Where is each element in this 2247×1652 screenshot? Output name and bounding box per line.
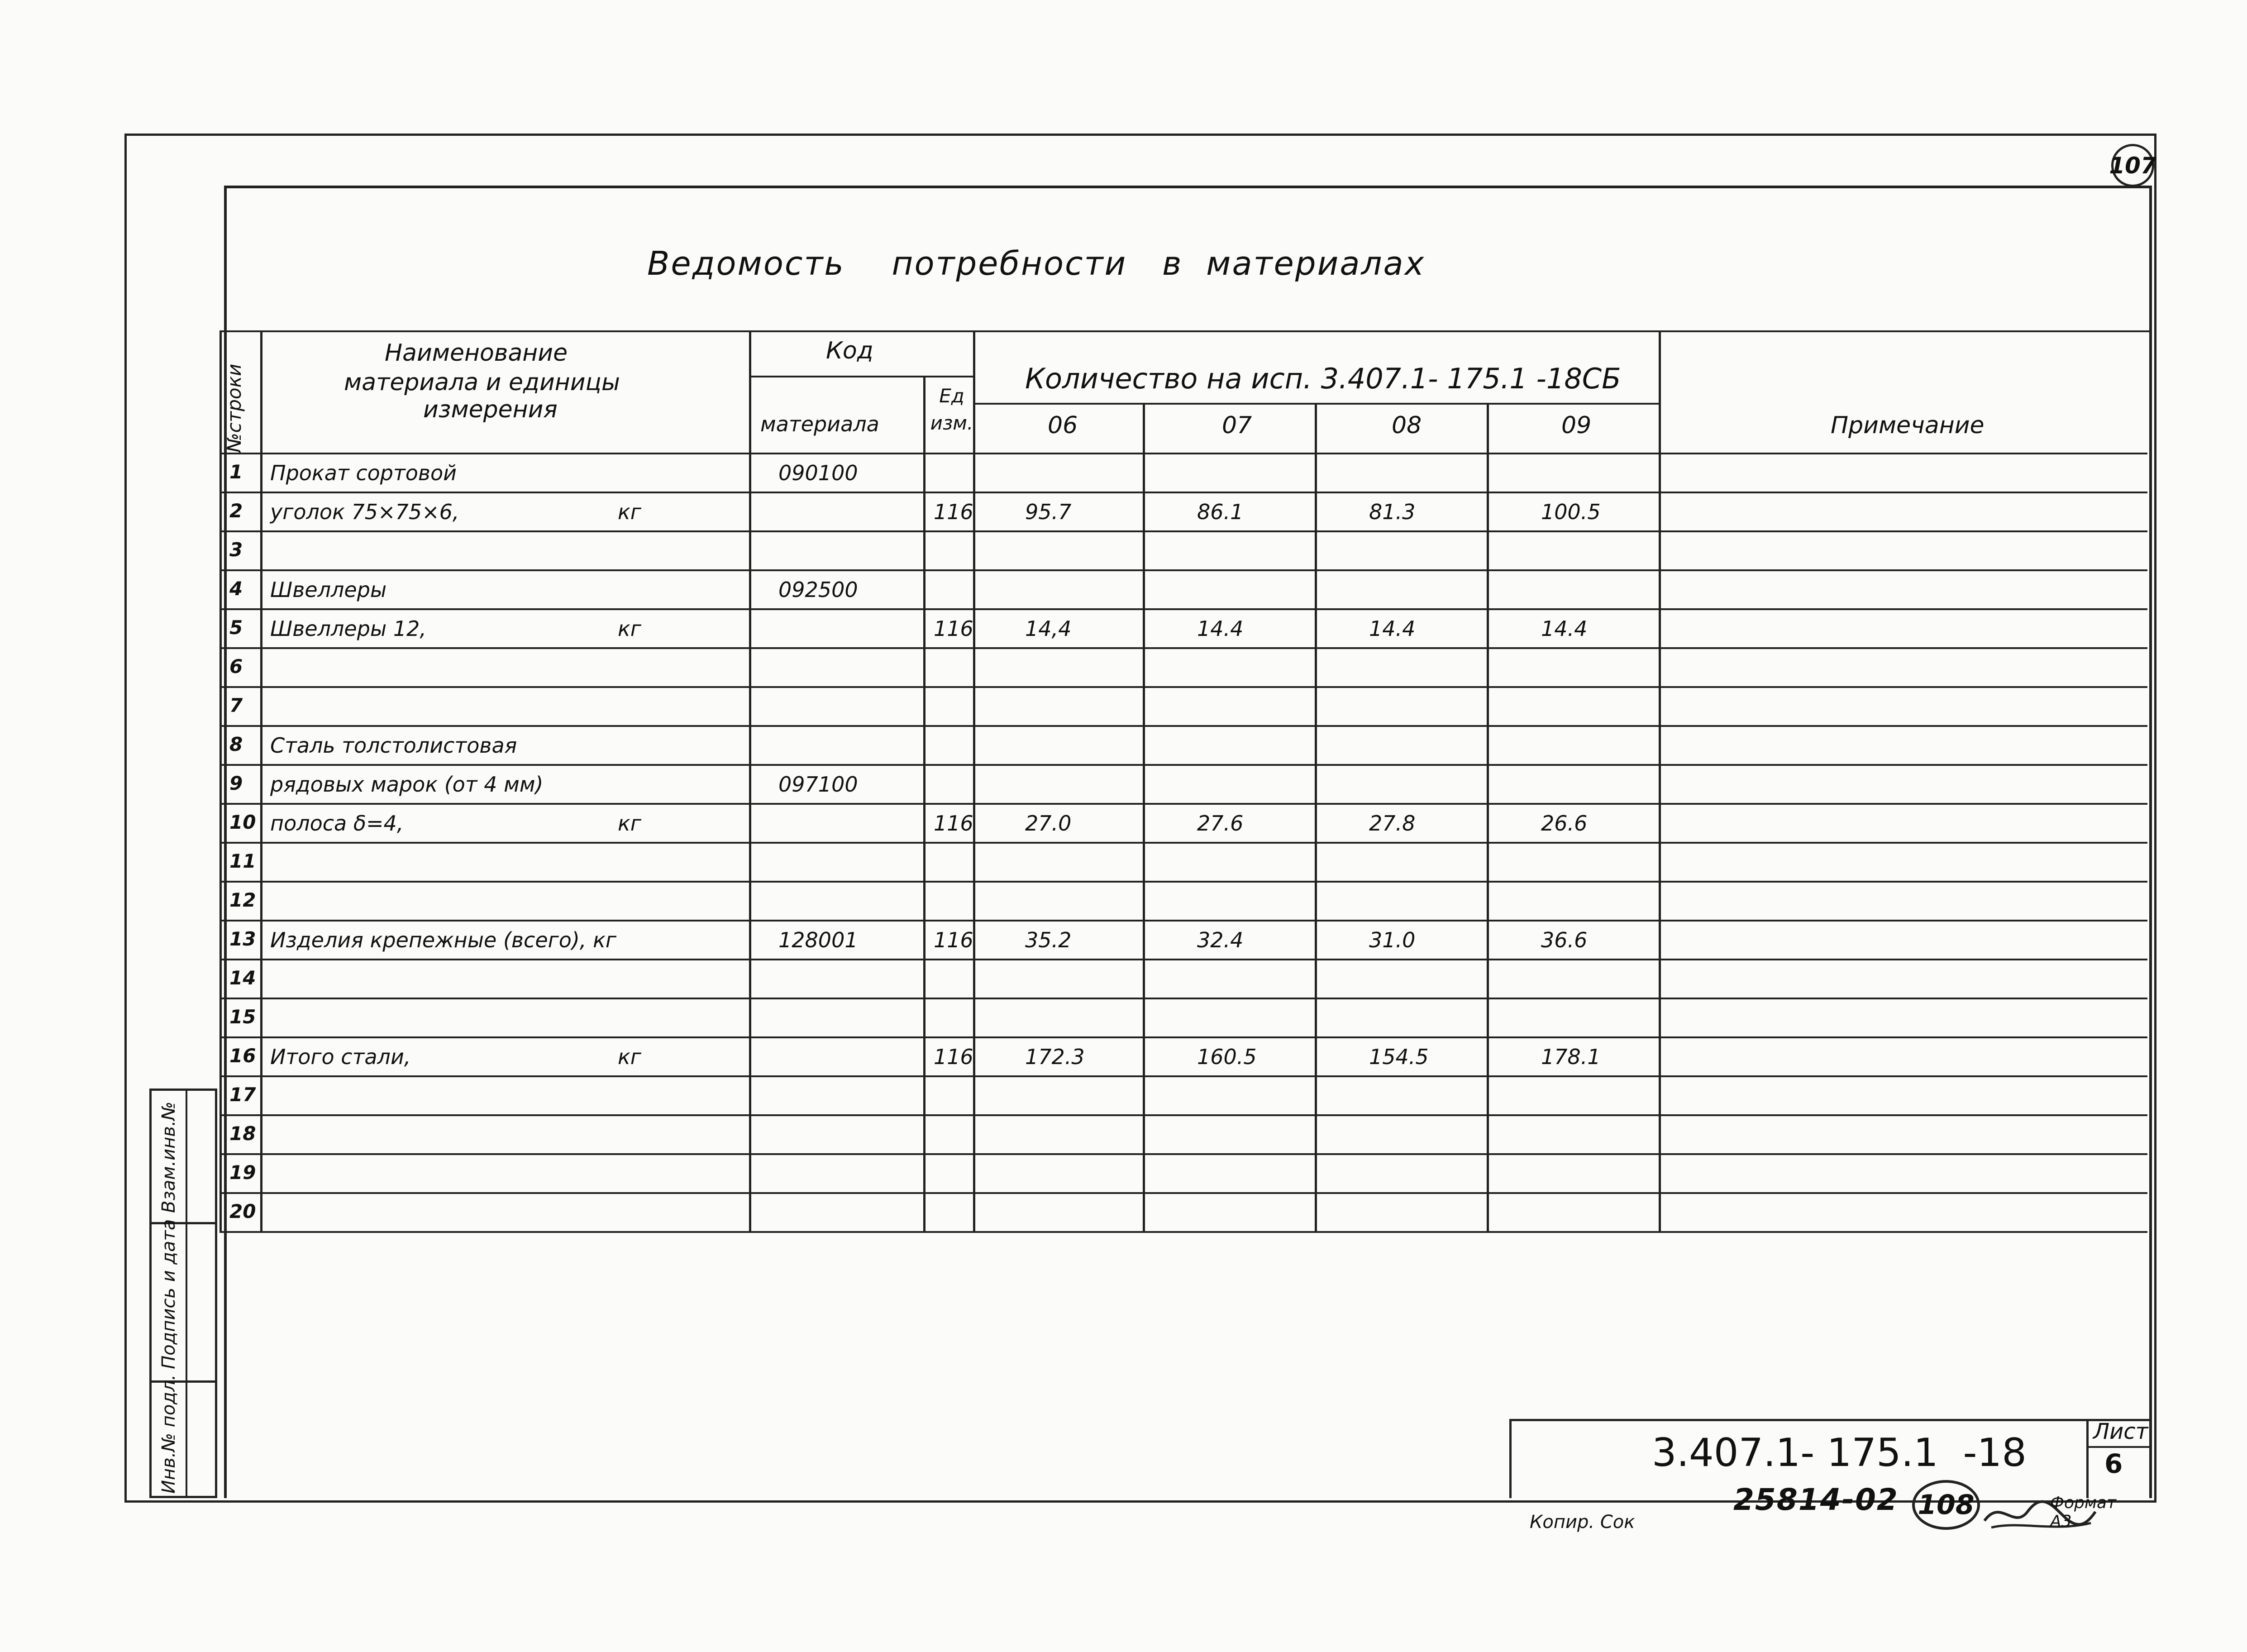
row-number: 20 [229, 1200, 256, 1222]
row-material-name: рядовых марок (от 4 мм) [270, 772, 544, 797]
sheet-number-text: 107 [2109, 152, 2156, 179]
row-number: 7 [229, 694, 243, 716]
row-value-09: 26.6 [1541, 811, 1588, 836]
header-name-line1: Наименование [385, 339, 568, 367]
row-line [219, 686, 2147, 688]
row-line [219, 1114, 2147, 1116]
row-value-09: 178.1 [1541, 1045, 1601, 1069]
row-number: 15 [229, 1006, 256, 1028]
row-unit-code: 116 [934, 928, 973, 952]
row-number: 16 [229, 1045, 256, 1067]
row-line [219, 1036, 2147, 1038]
row-material-name: уголок 75×75×6, [270, 500, 459, 524]
side-label-vzam: Взам.инв.№ [158, 1101, 179, 1213]
row-value-07: 86.1 [1197, 500, 1244, 524]
col-line-09 [1659, 330, 1661, 1231]
row-material-name: Прокат сортовой [270, 461, 457, 485]
row-line [219, 1153, 2147, 1155]
row-material-name: Сталь толстолистовая [270, 733, 517, 758]
row-material-code: 090100 [778, 461, 858, 485]
row-value-06: 27.0 [1025, 811, 1072, 836]
row-line [219, 647, 2147, 649]
row-value-09: 36.6 [1541, 928, 1588, 952]
row-value-06: 14,4 [1025, 616, 1072, 641]
row-line [219, 569, 2147, 571]
row-number: 11 [229, 850, 256, 872]
row-number: 19 [229, 1161, 256, 1184]
col-line-07 [1315, 403, 1317, 1231]
side-label-podpis: Подпись и дата [158, 1219, 179, 1369]
row-value-07: 160.5 [1197, 1045, 1257, 1069]
side-label-inv: Инв.№ подл. [158, 1374, 179, 1494]
row-number: 9 [229, 772, 243, 794]
header-row-number: №строки [223, 363, 245, 453]
row-value-06: 95.7 [1025, 500, 1072, 524]
row-value-07: 14.4 [1197, 616, 1244, 641]
header-note: Примечание [1831, 412, 1985, 439]
page-number: 108 [1918, 1489, 1975, 1521]
header-code-unit: Ед изм. [930, 385, 973, 434]
header-col-08: 08 [1392, 412, 1422, 439]
materials-table [219, 330, 2147, 1236]
row-value-08: 81.3 [1369, 500, 1416, 524]
row-unit-code: 116 [934, 811, 973, 836]
col-line-08 [1487, 403, 1489, 1231]
row-line [219, 725, 2147, 727]
row-number: 8 [229, 733, 243, 755]
row-number: 17 [229, 1084, 256, 1106]
row-material-name: полоса δ=4, [270, 811, 404, 836]
row-line [219, 1231, 2147, 1233]
row-material-code: 092500 [778, 578, 858, 602]
row-number: 2 [229, 500, 243, 522]
row-unit: кг [618, 811, 641, 836]
row-value-08: 14.4 [1369, 616, 1416, 641]
header-code-material: материала [760, 412, 879, 436]
header-name-line2: материала и единицы [344, 369, 620, 396]
row-line [219, 959, 2147, 960]
row-unit-code: 116 [934, 616, 973, 641]
row-number: 13 [229, 928, 256, 950]
col-line-06 [1143, 403, 1145, 1231]
row-number: 18 [229, 1122, 256, 1145]
col-line-rownum [260, 330, 262, 1231]
row-value-07: 32.4 [1197, 928, 1244, 952]
sheet-list-label: Лист [2093, 1419, 2148, 1444]
header-col-07: 07 [1222, 412, 1252, 439]
row-number: 14 [229, 967, 256, 989]
row-line [219, 608, 2147, 610]
header-name-line3: измерения [423, 396, 558, 423]
row-line [219, 1192, 2147, 1194]
row-line [219, 881, 2147, 883]
row-line [219, 803, 2147, 805]
col-line-name [749, 330, 751, 1231]
row-material-name: Изделия крепежные (всего), кг [270, 928, 617, 952]
row-line [219, 920, 2147, 921]
row-material-code: 097100 [778, 772, 858, 797]
page-title: Ведомость потребности в материалах [647, 244, 1426, 282]
row-value-06: 35.2 [1025, 928, 1072, 952]
row-line [219, 764, 2147, 766]
table-top-border [219, 330, 2150, 332]
kopir-label: Копир. Сок [1530, 1512, 1635, 1533]
row-line [219, 842, 2147, 844]
header-code: Код [826, 337, 873, 364]
row-unit: кг [618, 1045, 641, 1069]
row-value-07: 27.6 [1197, 811, 1244, 836]
row-number: 4 [229, 578, 243, 600]
row-unit: кг [618, 500, 641, 524]
document-code: 3.407.1- 175.1 -18 [1652, 1430, 2027, 1475]
header-quantity: Количество на исп. 3.407.1- 175.1 -18СБ [1025, 362, 1621, 395]
row-number: 6 [229, 655, 243, 678]
row-material-name: Итого стали, [270, 1045, 411, 1069]
row-number: 12 [229, 889, 256, 911]
row-line [219, 998, 2147, 999]
format-label: Формат А3 [2050, 1494, 2117, 1531]
row-line [219, 530, 2147, 532]
sheet-number-badge [2111, 144, 2154, 187]
row-unit-code: 116 [934, 500, 973, 524]
row-line [219, 1075, 2147, 1077]
archive-number: 25814-02 [1733, 1482, 1899, 1517]
row-number: 10 [229, 811, 256, 833]
side-stamp-column [149, 1089, 217, 1498]
header-qty-subline [973, 403, 1659, 405]
col-line-left [219, 330, 222, 1231]
row-unit-code: 116 [934, 1045, 973, 1069]
col-line-unit [973, 330, 975, 1231]
row-value-08: 27.8 [1369, 811, 1416, 836]
header-bottom-line [219, 453, 2147, 454]
row-line [219, 492, 2147, 493]
row-material-name: Швеллеры [270, 578, 387, 602]
row-value-06: 172.3 [1025, 1045, 1085, 1069]
header-code-subline [749, 376, 973, 377]
row-number: 5 [229, 616, 243, 639]
row-number: 1 [229, 461, 243, 483]
row-number: 3 [229, 539, 243, 561]
header-col-09: 09 [1561, 412, 1592, 439]
row-material-code: 128001 [778, 928, 858, 952]
row-value-08: 31.0 [1369, 928, 1416, 952]
header-col-06: 06 [1048, 412, 1078, 439]
row-value-08: 154.5 [1369, 1045, 1429, 1069]
page-number-circle [1912, 1480, 1980, 1530]
row-value-09: 100.5 [1541, 500, 1601, 524]
row-material-name: Швеллеры 12, [270, 616, 426, 641]
row-unit: кг [618, 616, 641, 641]
row-value-09: 14.4 [1541, 616, 1588, 641]
format-signature-stamp [1982, 1494, 2117, 1536]
sheet-list-number: 6 [2104, 1448, 2123, 1479]
